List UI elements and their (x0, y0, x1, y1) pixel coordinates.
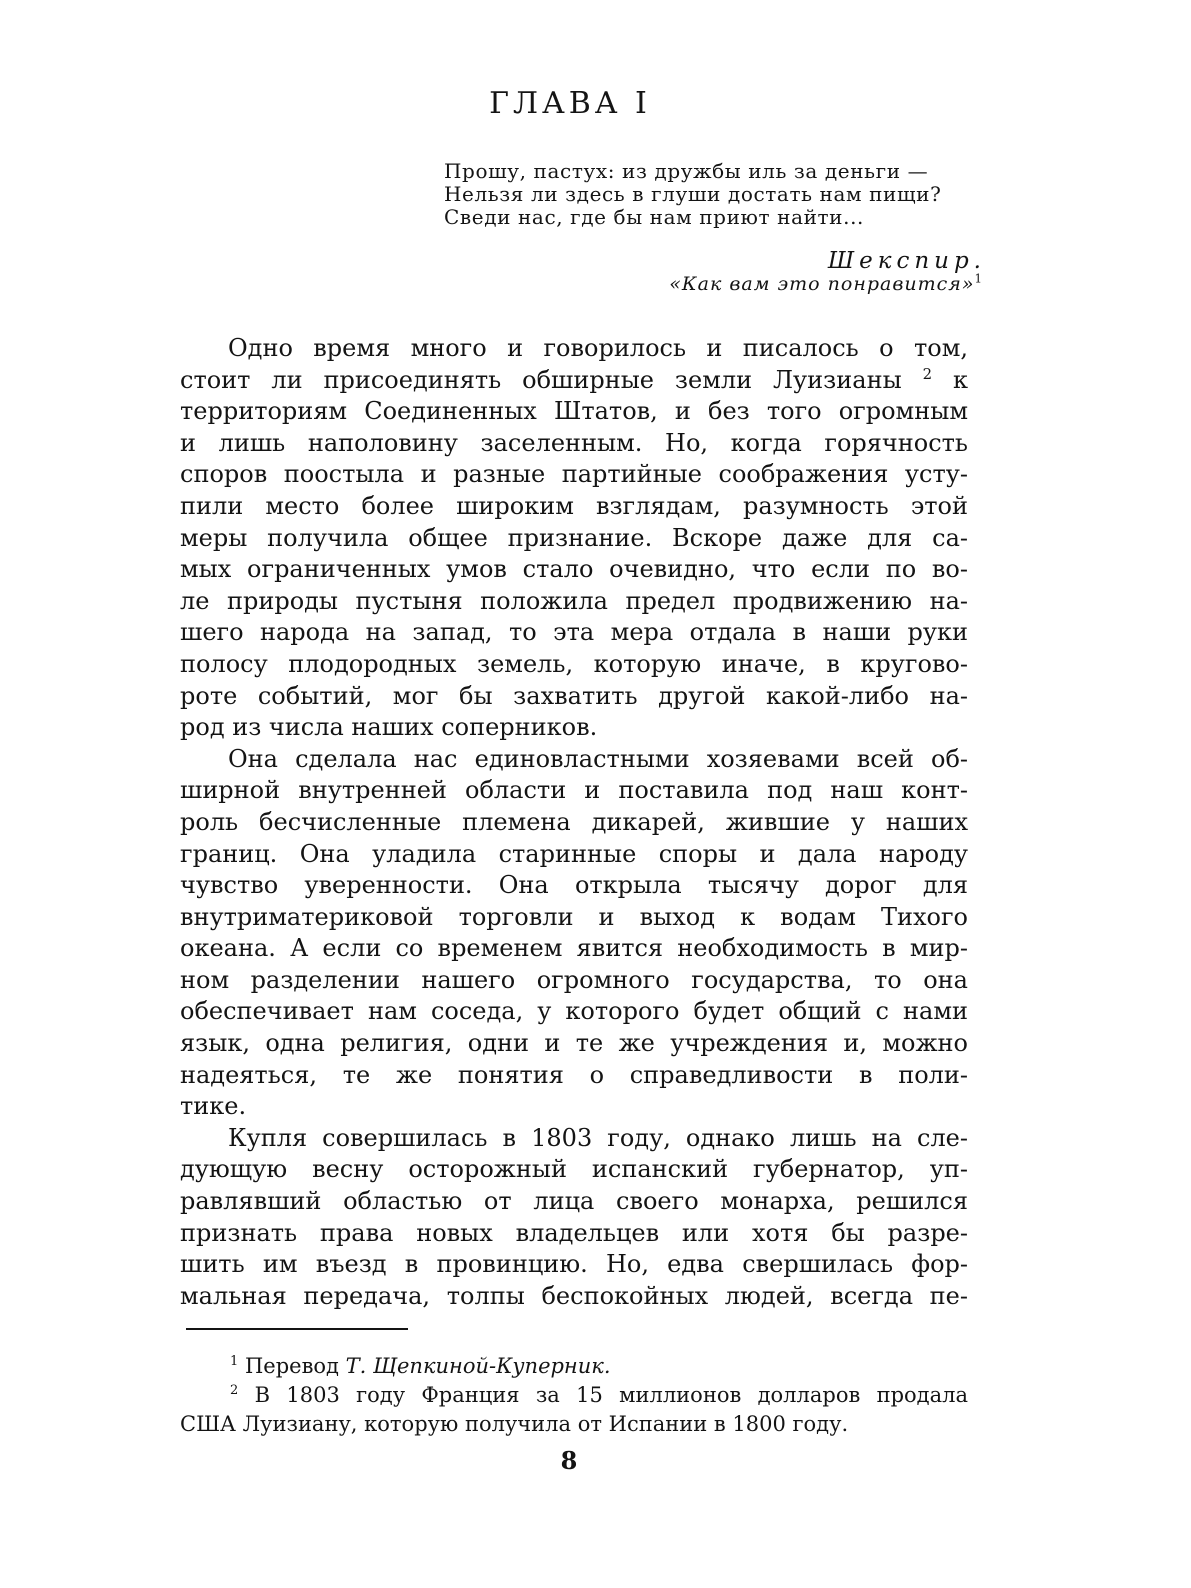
text-line: язык, одна религия, одни и те же учреждения и, можно (180, 1029, 968, 1058)
text-line: ширной внутренней области и поставила под наш конт- (180, 776, 968, 805)
text-line: Она сделала нас единовластными хозяевами всей об- (228, 744, 968, 773)
text-line: пили место более широким взглядам, разумность этой (180, 491, 968, 520)
text-line: ле природы пустыня положила предел продвижению на- (180, 586, 968, 615)
footnote-marker: 2 (230, 1383, 239, 1398)
text-line: обеспечивает нам соседа, у которого будет общий с нами (180, 997, 968, 1026)
page-number: 8 (560, 1446, 578, 1475)
footnote-text: Перевод (244, 1354, 339, 1378)
text-line: внутриматериковой торговли и выход к водам Тихого (180, 902, 968, 931)
text-line: меры получила общее признание. Вскоре даже для са- (180, 523, 968, 552)
text-line (180, 365, 968, 397)
text-line-content: стоит ли присоединять обширные земли Луизианы (180, 365, 902, 394)
footnote-reference: 1 (974, 271, 983, 286)
footnotes (180, 1352, 968, 1439)
footnote-reference: 2 (922, 364, 933, 383)
epigraph-work-title: «Как вам это понравится» (669, 273, 975, 295)
text-line: споров поостыла и разные партийные соображения усту- (180, 460, 968, 489)
text-line-tail: к (952, 365, 968, 394)
text-line: и лишь наполовину заселенным. Но, когда горячность (180, 428, 968, 457)
footnote-divider (186, 1328, 408, 1330)
text-line: роль бесчисленные племена дикарей, жившие у наших (180, 807, 968, 836)
text-line: океана. А если со временем явится необходимость в мир- (180, 934, 968, 963)
text-line: дующую весну осторожный испанский губернатор, уп- (180, 1155, 968, 1184)
text-line: тике. (180, 1092, 247, 1121)
text-line: шить им въезд в провинцию. Но, едва свершилась фор- (180, 1250, 968, 1279)
text-line: чувство уверенности. Она открыла тысячу дорог для (180, 871, 968, 900)
text-line: мых ограниченных умов стало очевидно, что если по во- (180, 555, 968, 584)
text-line: территориям Соединенных Штатов, и без того огромным (180, 397, 968, 426)
epigraph-line: Прошу, пастух: из дружбы иль за деньги — (444, 159, 929, 183)
text-line: признать права новых владельцев или хотя бы разре- (180, 1218, 968, 1247)
text-line: равлявший областью от лица своего монарха, решился (180, 1187, 968, 1216)
text-line: род из числа наших соперников. (180, 713, 598, 742)
epigraph-line: Сведи нас, где бы нам приют найти... (444, 205, 864, 229)
footnote-2-continuation: США Луизиану, которую получила от Испании в 1800 году. (180, 1412, 849, 1436)
text-line: Купля совершилась в 1803 году, однако лишь на сле- (228, 1123, 968, 1152)
footnote-marker: 1 (230, 1354, 239, 1369)
footnote-text: В 1803 году Франция за 15 миллионов долларов продала (254, 1383, 968, 1407)
text-line: полосу плодородных земель, которую иначе, в кругово- (180, 649, 968, 678)
text-line: ном разделении нашего огромного государства, то она (180, 965, 968, 994)
epigraph-source (669, 273, 983, 295)
text-line: надеяться, те же понятия о справедливости в поли- (180, 1060, 968, 1089)
footnote-2 (180, 1381, 968, 1410)
body-text (180, 333, 968, 1312)
text-line: роте событий, мог бы захватить другой какой-либо на- (180, 681, 968, 710)
footnote-1 (180, 1352, 968, 1381)
epigraph-line: Нельзя ли здесь в глуши достать нам пищи? (444, 182, 942, 206)
chapter-title: ГЛАВА I (489, 86, 651, 121)
epigraph-author: Шекспир. (827, 248, 986, 274)
text-line: Одно время много и говорилось и писалось о том, (228, 334, 968, 362)
text-line: мальная передача, толпы беспокойных людей, всегда пе- (180, 1281, 968, 1310)
text-line: границ. Она уладила старинные споры и дала народу (180, 839, 968, 868)
epigraph (444, 160, 974, 229)
footnote-translator: Т. Щепкиной-Куперник. (345, 1354, 611, 1378)
text-line: шего народа на запад, то эта мера отдала в наши руки (180, 618, 968, 647)
